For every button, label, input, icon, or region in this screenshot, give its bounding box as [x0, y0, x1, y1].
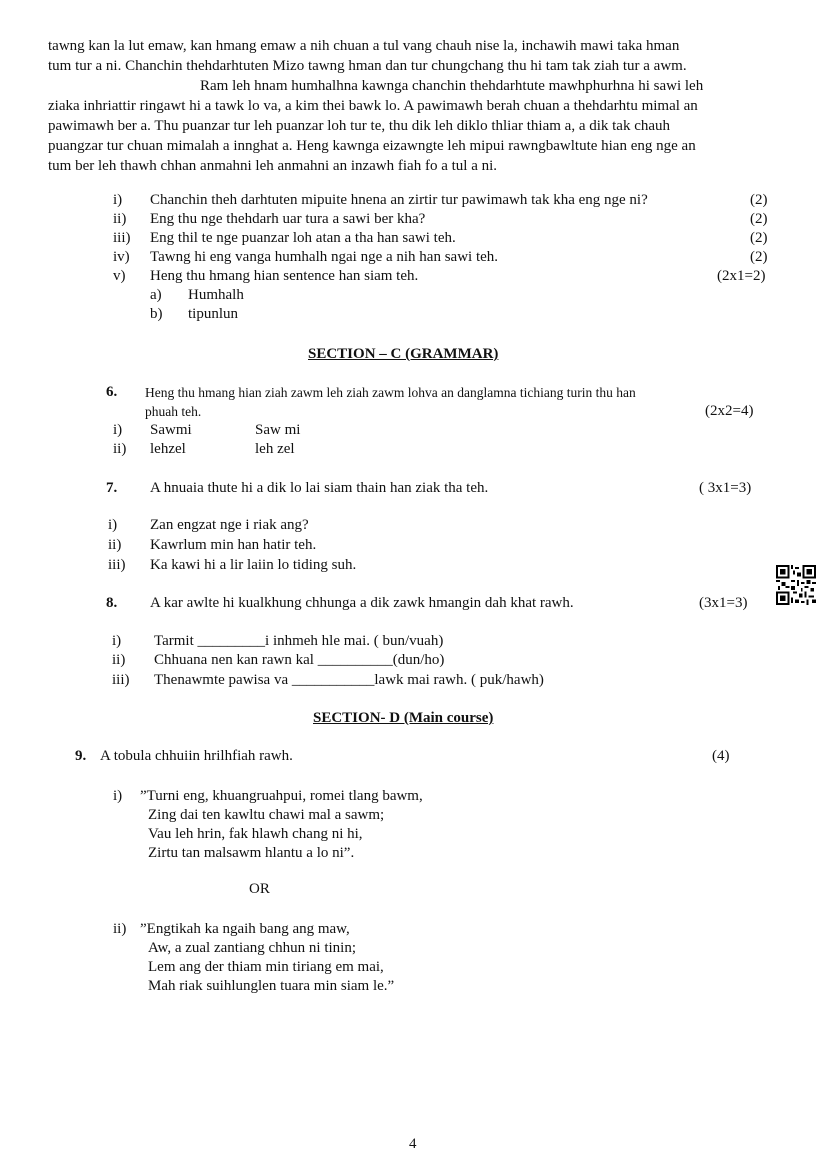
- q9-text: A tobula chhuiin hrilhfiah rawh.: [100, 748, 293, 764]
- intro-line-2: tum tur a ni. Chanchin thehdarhtuten Mizo tawng hman dan tur chungchang thu hi tam tak ziah tur a awm.: [48, 58, 687, 74]
- q7-item-number: ii): [108, 537, 122, 553]
- question-text: Eng thu nge thehdarh uar tura a sawi ber kha?: [150, 211, 426, 227]
- q6-item-number: i): [113, 422, 123, 438]
- intro-line-6: puangzar tur chuan mimalah a innghat a. Heng kawnga eizawngte leh mipui rawngbawltute hian eng nge an: [48, 138, 696, 154]
- word-label: a): [150, 287, 162, 303]
- q8-item-text: Chhuana nen kan rawn kal __________(dun/ho): [154, 652, 445, 668]
- q6-item-a: lehzel: [150, 441, 186, 457]
- q8-item-text: Thenawmte pawisa va ___________lawk mai rawh. ( puk/hawh): [154, 672, 544, 688]
- question-number: ii): [113, 211, 127, 227]
- intro-line-1: tawng kan la lut emaw, kan hmang emaw a nih chuan a tul vang chauh nise la, inchawih mawi taka hman: [48, 38, 680, 54]
- question-marks: (2): [750, 249, 768, 265]
- question-marks: (2): [750, 230, 768, 246]
- q8-text: A kar awlte hi kualkhung chhunga a dik zawk hmangin dah khat rawh.: [150, 595, 574, 611]
- q9-number: 9.: [75, 748, 87, 764]
- q8-number: 8.: [106, 595, 118, 611]
- q6-item-a: Sawmi: [150, 422, 192, 438]
- question-number: i): [113, 192, 123, 208]
- q6-item-b: Saw mi: [255, 422, 301, 438]
- poem-1-line: ”Turni eng, khuangruahpui, romei tlang bawm,: [140, 788, 423, 804]
- question-marks: (2): [750, 192, 768, 208]
- q6-text-line-2: phuah teh.: [145, 404, 202, 419]
- q7-text: A hnuaia thute hi a dik lo lai siam thain han ziak tha teh.: [150, 480, 489, 496]
- q6-item-b: leh zel: [255, 441, 295, 457]
- q7-item-text: Kawrlum min han hatir teh.: [150, 537, 317, 553]
- question-text: Tawng hi eng vanga humhalh ngai nge a nih han sawi teh.: [150, 249, 499, 265]
- question-marks: (2): [750, 211, 768, 227]
- q7-item-text: Zan engzat nge i riak ang?: [150, 517, 309, 533]
- poem-1-number: i): [113, 788, 123, 804]
- question-number: iv): [113, 249, 130, 265]
- intro-line-7: tum ber leh thawh chhan anmahni leh anmahni an inzawh fiah fo a tul a ni.: [48, 158, 498, 174]
- question-marks: (2x1=2): [717, 268, 766, 284]
- question-text: Chanchin theh darhtuten mipuite hnena an zirtir tur pawimawh tak kha eng nge ni?: [150, 192, 648, 208]
- intro-line-5: pawimawh ber a. Thu puanzar tur leh puanzar loh tur te, thu dik leh diklo thliar thiam a, a dik tak chauh: [48, 118, 671, 134]
- question-number: v): [113, 268, 126, 284]
- poem-2-number: ii): [113, 921, 127, 937]
- poem-2-line: Lem ang der thiam min tiriang em mai,: [148, 959, 384, 975]
- q9-marks: (4): [712, 748, 730, 764]
- poem-2-line: ”Engtikah ka ngaih bang ang maw,: [140, 921, 350, 937]
- q8-item-number: iii): [112, 672, 130, 688]
- intro-line-3: Ram leh hnam humhalhna kawnga chanchin thehdarhtute mawhphurhna hi sawi leh: [200, 78, 704, 94]
- section-d-heading: SECTION- D (Main course): [313, 710, 494, 726]
- q6-text-line-1: Heng thu hmang hian ziah zawm leh ziah zawm lohva an danglamna tichiang turin thu han: [145, 385, 636, 400]
- page-number: 4: [409, 1136, 417, 1152]
- question-number: iii): [113, 230, 131, 246]
- word-text: Humhalh: [188, 287, 244, 303]
- poem-1-line: Zing dai ten kawltu chawi mal a sawm;: [148, 807, 385, 823]
- q7-item-number: iii): [108, 557, 126, 573]
- q8-item-number: ii): [112, 652, 126, 668]
- intro-line-4: ziaka inhriattir ringawt hi a tawk lo va, a kim thei bawk lo. A pawimawh berah chuan a thehdarhtu mimal an: [48, 98, 698, 114]
- q7-marks: ( 3x1=3): [699, 480, 752, 496]
- word-text: tipunlun: [188, 306, 239, 322]
- q8-item-number: i): [112, 633, 122, 649]
- qr-code-icon: [776, 565, 816, 605]
- q6-marks: (2x2=4): [705, 403, 754, 419]
- poem-1-line: Zirtu tan malsawm hlantu a lo ni”.: [148, 845, 355, 861]
- question-text: Eng thil te nge puanzar loh atan a tha han sawi teh.: [150, 230, 456, 246]
- q7-number: 7.: [106, 480, 118, 496]
- q8-item-text: Tarmit _________i inhmeh hle mai. ( bun/vuah): [154, 633, 444, 649]
- q7-item-number: i): [108, 517, 118, 533]
- question-text: Heng thu hmang hian sentence han siam teh.: [150, 268, 419, 284]
- poem-1-line: Vau leh hrin, fak hlawh chang ni hi,: [148, 826, 363, 842]
- q6-number: 6.: [106, 384, 118, 400]
- q8-marks: (3x1=3): [699, 595, 748, 611]
- q6-item-number: ii): [113, 441, 127, 457]
- section-c-heading: SECTION – C (GRAMMAR): [308, 346, 499, 362]
- q7-item-text: Ka kawi hi a lir laiin lo tiding suh.: [150, 557, 357, 573]
- poem-2-line: Aw, a zual zantiang chhun ni tinin;: [148, 940, 357, 956]
- poem-2-line: Mah riak suihlunglen tuara min siam le.”: [148, 978, 395, 994]
- word-label: b): [150, 306, 163, 322]
- or-label: OR: [249, 881, 270, 897]
